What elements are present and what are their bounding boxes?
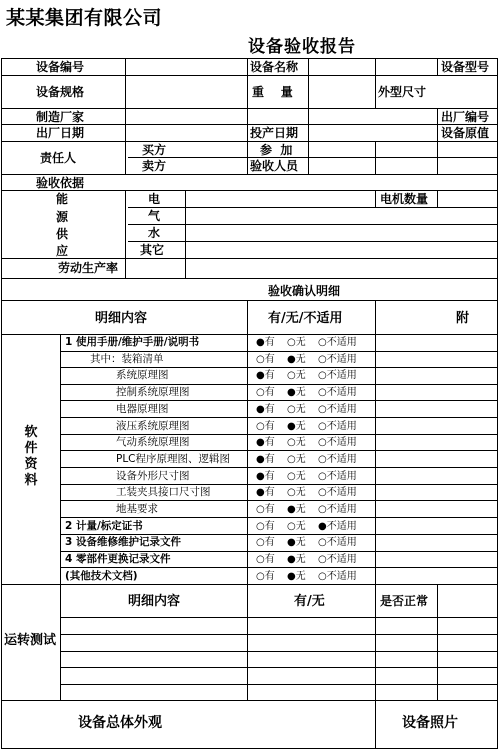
radio-option-label: 有 [264,387,275,399]
confirm-row-label: 3 设备维修维护记录文件 [65,536,181,549]
label-outline-size: 外型尺寸 [378,85,427,99]
radio-option-label: 无 [295,470,306,482]
label-equip-name: 设备名称 [250,60,299,74]
h-rule [1,700,498,701]
label-equip-model: 设备型号 [441,60,490,74]
status-option[interactable] [318,520,357,534]
radio-option-label: 无 [295,537,306,549]
radio-empty-icon[interactable]: ○ [287,453,296,465]
h-rule [60,617,498,618]
radio-empty-icon[interactable]: ○ [256,353,265,365]
confirm-row-label: 4 零部件更换记录文件 [65,553,171,566]
radio-option-label: 无 [295,487,306,499]
label-participate: 参 加 [260,143,293,157]
v-rule [375,300,376,585]
radio-empty-icon[interactable]: ○ [318,554,327,566]
energy-char-0: 能 [56,192,69,206]
radio-empty-icon[interactable]: ○ [287,520,296,532]
radio-filled-icon[interactable]: ● [287,353,296,365]
label-equip-spec: 设备规格 [36,85,85,99]
status-option[interactable] [287,436,306,450]
h-rule [1,108,498,109]
label-acceptance-staff: 验收人员 [250,159,299,173]
radio-option-label: 有 [264,537,275,549]
status-option[interactable] [256,403,275,417]
radio-option-label: 有 [264,520,275,532]
energy-char-1: 源 [56,210,69,224]
label-buyer: 买方 [142,143,167,157]
status-option[interactable] [287,503,306,517]
h-rule [1,75,498,76]
status-option[interactable] [318,403,357,417]
radio-empty-icon[interactable]: ○ [287,437,296,449]
status-option[interactable] [256,553,275,567]
status-option[interactable] [287,336,306,350]
h-rule [1,141,498,142]
radio-filled-icon[interactable]: ● [256,370,265,382]
label-in-use-date: 投产日期 [250,126,299,140]
status-option[interactable] [287,520,306,534]
v-rule [1,58,2,749]
radio-empty-icon[interactable]: ○ [287,403,296,415]
status-option[interactable] [287,420,306,434]
status-option[interactable] [256,536,275,550]
radio-filled-icon[interactable]: ● [256,337,265,348]
status-option[interactable] [256,369,275,383]
confirm-row-label: 地基要求 [116,503,158,515]
radio-empty-icon[interactable]: ○ [318,420,327,432]
status-option[interactable] [256,353,275,367]
status-option[interactable] [287,470,306,484]
v-rule [247,58,248,175]
h-rule [128,207,498,208]
radio-option-label: 有 [264,554,275,566]
v-rule [437,190,438,208]
status-option[interactable] [318,353,357,367]
radio-option-label: 不适用 [326,387,357,399]
status-option[interactable] [256,570,275,584]
radio-option-label: 无 [295,520,306,532]
company-name: 某某集团有限公司 [6,7,163,29]
radio-empty-icon[interactable]: ○ [318,370,327,382]
radio-empty-icon[interactable]: ○ [318,537,327,549]
radio-option-label: 不适用 [326,570,357,582]
radio-empty-icon[interactable]: ○ [318,353,327,365]
v-rule [247,300,248,585]
radio-filled-icon[interactable]: ● [256,453,265,465]
status-option[interactable] [318,536,357,550]
radio-option-label: 不适用 [326,470,357,482]
radio-option-label: 无 [295,453,306,465]
radio-filled-icon[interactable]: ● [256,437,265,449]
h-rule [1,258,498,259]
v-rule [497,58,498,749]
radio-option-label: 不适用 [326,537,357,549]
h-rule [60,684,498,685]
h-rule [1,58,498,59]
software-char-3: 料 [24,473,38,488]
status-option[interactable] [318,486,357,500]
label-original-value: 设备原值 [441,126,490,140]
radio-empty-icon[interactable]: ○ [318,387,327,399]
radio-filled-icon[interactable]: ● [256,487,265,499]
status-option[interactable] [287,403,306,417]
radio-filled-icon[interactable]: ● [287,420,296,432]
h-rule [128,157,498,158]
test-col-normal: 是否正常 [380,594,429,608]
label-equip-no: 设备编号 [36,60,85,74]
status-option[interactable] [256,503,275,517]
radio-option-label: 有 [264,504,275,515]
label-factory-date: 出厂日期 [36,126,85,140]
radio-empty-icon[interactable]: ○ [318,337,327,348]
radio-option-label: 有 [264,570,275,582]
equipment-photo: 设备照片 [402,715,458,731]
v-rule [375,141,376,175]
label-acceptance-basis: 验收依据 [36,176,85,190]
confirm-col-status: 有/无/不适用 [268,311,343,326]
status-option[interactable] [287,570,306,584]
h-rule [1,174,498,175]
energy-char-2: 供 [56,227,69,241]
radio-option-label: 有 [264,403,275,415]
label-weight: 重 量 [252,85,293,99]
status-option[interactable] [287,453,306,467]
confirm-row-label: 2 计量/标定证书 [65,519,143,532]
status-option[interactable] [318,553,357,567]
confirm-row-label: 液压系统原理图 [116,419,190,432]
radio-empty-icon[interactable]: ○ [287,470,296,482]
test-col-status: 有/无 [294,594,325,609]
overall-appearance: 设备总体外观 [78,715,162,731]
radio-option-label: 有 [264,353,275,365]
h-rule [128,241,498,242]
radio-option-label: 不适用 [326,370,357,382]
status-option[interactable] [318,369,357,383]
status-option[interactable] [287,353,306,367]
status-option[interactable] [287,369,306,383]
status-option[interactable] [318,570,357,584]
energy-char-3: 应 [56,244,69,258]
h-rule [1,300,498,301]
radio-filled-icon[interactable]: ● [287,537,296,549]
status-option[interactable] [256,470,275,484]
h-rule [60,634,498,635]
radio-empty-icon[interactable]: ○ [318,453,327,465]
energy-water: 水 [148,226,161,240]
radio-option-label: 无 [295,554,306,566]
radio-empty-icon[interactable]: ○ [318,403,327,415]
status-option[interactable] [256,520,275,534]
confirm-row-label: 工装夹具接口尺寸图 [116,486,211,499]
status-option[interactable] [256,453,275,467]
radio-option-label: 有 [264,337,275,348]
radio-empty-icon[interactable]: ○ [318,570,327,582]
status-option[interactable] [256,420,275,434]
radio-option-label: 无 [295,387,306,399]
radio-empty-icon[interactable]: ○ [256,420,265,432]
v-rule [125,58,126,175]
radio-filled-icon[interactable]: ● [287,554,296,566]
v-rule [375,190,376,208]
radio-option-label: 有 [264,453,275,465]
radio-empty-icon[interactable]: ○ [256,504,265,515]
v-rule [375,58,376,109]
energy-electric: 电 [148,192,161,206]
radio-filled-icon[interactable]: ● [256,470,265,482]
confirm-header: 验收确认明细 [268,284,341,298]
radio-empty-icon[interactable]: ○ [287,370,296,382]
confirm-row-label: (其他技术文档) [65,569,138,582]
confirm-row-label: 电器原理图 [116,402,169,415]
radio-option-label: 不适用 [326,403,357,415]
confirm-col-content: 明细内容 [95,311,148,326]
radio-option-label: 不适用 [326,437,357,449]
radio-empty-icon[interactable]: ○ [256,387,265,399]
software-char-2: 资 [24,457,38,472]
confirm-row-label: 控制系统原理图 [116,386,190,399]
confirm-row-label: 气动系统原理图 [116,436,190,449]
h-rule [1,278,498,279]
status-option[interactable] [318,436,357,450]
status-option[interactable] [287,386,306,400]
label-seller: 卖方 [142,159,167,173]
report-title: 设备验收报告 [248,37,356,57]
radio-option-label: 不适用 [326,337,357,348]
radio-option-label: 无 [295,504,306,515]
test-label: 运转测试 [4,633,57,648]
radio-option-label: 有 [264,437,275,449]
radio-filled-icon[interactable]: ● [287,504,296,515]
v-rule [185,190,186,279]
radio-option-label: 不适用 [326,554,357,566]
label-manufacturer: 制造厂家 [36,110,85,124]
radio-option-label: 无 [295,370,306,382]
h-rule [60,667,498,668]
label-responsible: 责任人 [40,151,77,165]
status-option[interactable] [318,420,357,434]
confirm-col-attach: 附 [456,311,470,326]
radio-option-label: 无 [295,337,306,348]
radio-option-label: 无 [295,420,306,432]
status-option[interactable] [287,536,306,550]
status-option[interactable] [318,453,357,467]
h-rule [60,651,498,652]
confirm-row-label: PLC程序原理图、逻辑图 [116,452,231,465]
label-factory-no: 出厂编号 [441,110,490,124]
radio-option-label: 不适用 [326,487,357,499]
radio-option-label: 无 [295,570,306,582]
radio-empty-icon[interactable]: ○ [256,554,265,566]
status-option[interactable] [256,336,275,350]
radio-empty-icon[interactable]: ○ [318,504,327,515]
radio-filled-icon[interactable]: ● [256,403,265,415]
v-rule [60,334,61,585]
v-rule [375,700,376,749]
radio-empty-icon[interactable]: ○ [318,470,327,482]
radio-option-label: 无 [295,353,306,365]
radio-option-label: 有 [264,487,275,499]
software-char-1: 件 [24,441,38,456]
confirm-row-label: 1 使用手册/维护手册/说明书 [65,336,200,348]
radio-option-label: 不适用 [326,520,357,532]
status-option[interactable] [318,386,357,400]
confirm-row-label: 其中：装箱清单 [90,352,164,365]
radio-option-label: 无 [295,437,306,449]
radio-option-label: 有 [264,370,275,382]
status-option[interactable] [287,553,306,567]
radio-option-label: 不适用 [326,353,357,365]
v-rule [125,190,126,279]
radio-option-label: 不适用 [326,453,357,465]
confirm-row-label: 系统原理图 [116,369,169,382]
software-label [24,425,38,489]
radio-empty-icon[interactable]: ○ [318,487,327,499]
test-col-content: 明细内容 [128,594,181,609]
radio-option-label: 不适用 [326,420,357,432]
v-rule [437,141,438,175]
label-labor-productivity: 劳动生产率 [58,261,119,275]
status-option[interactable] [287,486,306,500]
radio-filled-icon[interactable]: ● [318,520,327,532]
radio-empty-icon[interactable]: ○ [318,437,327,449]
h-rule [1,584,498,585]
status-option[interactable] [318,503,357,517]
status-option[interactable] [256,486,275,500]
radio-empty-icon[interactable]: ○ [287,337,296,348]
radio-empty-icon[interactable]: ○ [256,570,265,582]
v-rule [437,108,438,142]
radio-option-label: 有 [264,470,275,482]
radio-option-label: 有 [264,420,275,432]
status-option[interactable] [318,336,357,350]
label-motor-count: 电机数量 [380,192,429,206]
radio-empty-icon[interactable]: ○ [256,520,265,532]
radio-option-label: 不适用 [326,504,357,515]
radio-option-label: 无 [295,403,306,415]
status-option[interactable] [318,470,357,484]
radio-filled-icon[interactable]: ● [287,387,296,399]
confirm-row-label: 设备外形尺寸图 [116,469,190,482]
v-rule [437,58,438,76]
h-rule [128,224,498,225]
radio-filled-icon[interactable]: ● [287,570,296,582]
status-option[interactable] [256,386,275,400]
status-option[interactable] [256,436,275,450]
energy-gas: 气 [148,209,161,223]
radio-empty-icon[interactable]: ○ [256,537,265,549]
energy-other: 其它 [140,243,165,257]
software-char-0: 软 [24,425,38,440]
radio-empty-icon[interactable]: ○ [287,487,296,499]
v-rule [308,58,309,175]
